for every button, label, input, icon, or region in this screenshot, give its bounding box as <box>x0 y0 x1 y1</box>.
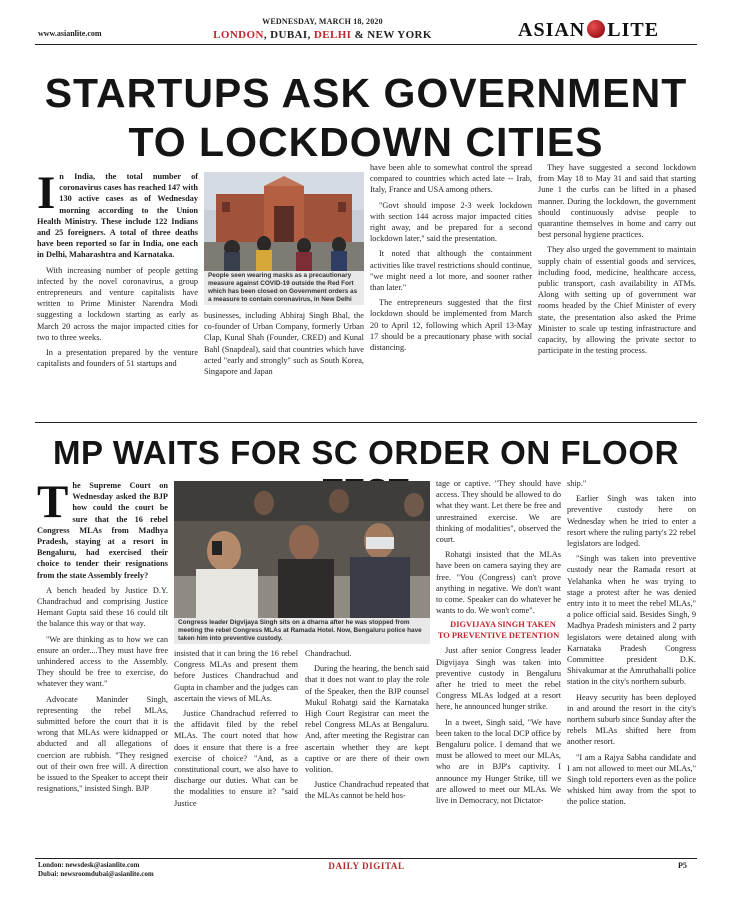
dubai-email[interactable]: Dubai: newsroomdubai@asianlite.com <box>38 870 154 878</box>
lead-text: n India, the total number of coronavirus cases has reached 147 with 130 active cases as of Wednesday morning according to the Union Health Ministry. These include 122 Indians and 25 foreigners. A total of three deaths have been reported so far in India, one each in Delhi, Maharashtra and Karnataka. <box>37 172 198 260</box>
article2-column-4 <box>436 478 561 810</box>
paragraph: businesses, including Abhiraj Singh Bhal, the co-founder of Urban Company, formerly Urban Clap, Kunal Shah (Founder, CRED) and Kunal Bahl (Snapdeal), said that countries which have acted "early and strongly" such as South Korea, Singapore and Japan <box>204 311 364 377</box>
footer-rule <box>35 858 697 859</box>
lead-text: he Supreme Court on Wednesday asked the BJP how could the court be sure that the 16 rebel Congress MLAs from Madhya Pradesh, staying at a resort in Bengaluru, had exercised their choice to tender their resignations from the state Assembly freely? <box>37 481 168 580</box>
edition-city: & <box>351 29 368 41</box>
paragraph: insisted that it can bring the 16 rebel Congress MLAs and present them before Justices Chandrachud and Gupta in chamber and the judges can ascertain the views of MLAs. <box>174 649 298 703</box>
article2-photo-caption: Congress leader Digvijaya Singh sits on a dharna after he was stopped from meeting the rebel Congress MLAs at Ramada Hotel. Now, Bengaluru police have taken him into preventive custody. <box>174 618 430 644</box>
paragraph: In a presentation prepared by the venture capitalists and founders of 51 startups and <box>37 348 198 369</box>
paragraph: ship." <box>567 479 587 488</box>
paragraph: "I am a Rajya Sabha candidate and I am not allowed to meet our MLAs," Singh told reporters even as the police whisked him away from the spot to the police station. <box>567 752 696 807</box>
paragraph: The entrepreneurs suggested that the first lockdown should be implemented from March 20 to April 12, following which April 13-May 17 should be a precautionary phase with social distancing. <box>370 298 532 353</box>
article1-headline[interactable] <box>35 69 697 167</box>
red-fort-photo <box>204 172 364 271</box>
paragraph: During the hearing, the bench said that it does not want to play the role of the Speaker, then the BJP counsel Mukul Rohatgi said the Karnataka High Court Registrar can meet the rebel Congress MLAs at Bengaluru. And, after meeting the Registrar can ascertain whether they are kept captive or are there of their own volition. <box>305 664 429 775</box>
logo-word-lite: LITE <box>607 19 660 41</box>
paragraph: They also urged the government to maintain supply chain of essential goods and services, including food, medicine, healthcare access, public transport, cash availability in ATMs. Along with setting up of government war rooms headed by the Chief Minister of every state, the presentation also asked the Prime Minister to scale up testing infrastructure and capacity, by allowing the private sector to participate in the testing process. <box>538 245 696 356</box>
paragraph: Justice Chandrachud referred to the affidavit filed by the rebel MLAs. The court noted that how does it ensure that there is a free exercise of choice? "And, as a constitutional court, we also have to discharge our duties. What can be the modalities to ensure it? "said Justice <box>174 709 298 808</box>
edition-city: , <box>263 29 271 41</box>
paragraph: Rohatgi insisted that the MLAs have been on camera saying they are free. "You (Congress) can't prove anything in negative. We don't want to come. Speaker can do whatever he wants to do. We won't come". <box>436 550 561 616</box>
edition-city: DELHI <box>313 29 352 41</box>
digvijaya-singh-photo <box>174 481 430 618</box>
website-url[interactable]: www.asianlite.com <box>38 29 102 38</box>
headline-line-1: STARTUPS ASK GOVERNMENT <box>44 70 688 116</box>
paragraph: Heavy security has been deployed in and around the resort in the city's northern suburb since Sunday after the rebels MLAs shifted here from another resort. <box>567 692 696 747</box>
paragraph: A bench headed by Justice D.Y. Chandrachud and comprising Justice Hemant Gupta said these 16 could tilt the balance this way or that way. <box>37 585 168 629</box>
paragraph: Justice Chandrachud repeated that the MLAs cannot be held hos- <box>305 780 429 801</box>
paragraph: With increasing number of people getting infected by the novel coronavirus, a group entrepreneurs and venture capitalists have written to Prime Minister Narendra Modi suggesting a lockdown starting as early as March 20 across the major impacted cities for two to three weeks. <box>37 265 198 342</box>
article1-column-1 <box>37 167 198 373</box>
headline-line-2: TO LOCKDOWN CITIES <box>128 119 604 165</box>
page-number: P5 <box>678 861 687 870</box>
article1-column-3 <box>370 162 532 357</box>
masthead-rule <box>35 44 697 45</box>
article1-photo-caption: People seen wearing masks as a precautionary measure against COVID-19 outside the Red Fort which has been closed on Government orders as a measure to contain coronavirus, in New Delhi <box>204 271 364 305</box>
paragraph: "We are thinking as to how we can ensure an order....They must have free unhindered access to the Assembly. They should be free to exercise, do whatever they want." <box>37 634 168 689</box>
paragraph: They have suggested a second lockdown from May 18 to May 31 and said that starting June 1 the curbs can be lifted in a phased manner. During the lockdown, the government should continuously advise people to quarantine themselves in home and carry out best personal hygiene practices. <box>538 163 696 240</box>
article2-lead <box>37 476 168 581</box>
logo-word-asian: ASIAN <box>518 19 586 41</box>
paragraph: "Singh was taken into preventive custody near the Ramada resort at Yelahanka when he was trying to stage a protest after he was denied entry into it to meet the rebel MLAs," a police official said. Besides Singh, 9 Madhya Pradesh ministers and 2 party legislators were detained along with Karnataka Pradesh Congress Committee president D.K. Shivakumar at the Amruthahalli police station in the city's northern suburb. <box>567 554 696 687</box>
article1-column-4 <box>538 162 696 360</box>
paragraph: Earlier Singh was taken into preventive custody here on Wednesday when he tried to enter a resort where the ruling party's 22 rebel legislators are lodged. <box>567 494 696 549</box>
globe-icon <box>587 20 605 38</box>
article2-subhead: DIGVIJAYA SINGH TAKEN TO PREVENTIVE DETENTION <box>437 620 560 640</box>
paragraph: tage or captive. "They should have access. They should be allowed to do what they want. Let there be free and unrestrained exercise. We are thinking of modalities", observed the court. <box>436 479 561 545</box>
paragraph: In a tweet, Singh said, "We have been taken to the local DCP office by Bengaluru police. I demand that we must be allowed to meet our MLAs, who are in BJP's captivity. I announce my Hunger Strike, till we are allowed to meet our MLAs. We live in Democracy, not Dictator- <box>436 717 561 806</box>
paragraph: Advocate Maninder Singh, representing the rebel MLAs, submitted before the court that it is wrong that MLAs were kidnapped or abducted and all allegations of coercion are rubbish. "They resigned out of their own free will. A direction be issued to the Speaker to accept their resignations," insisted Singh. BJP <box>37 694 168 794</box>
paragraph: have been able to somewhat control the spread compared to countries which acted late -- Irab, Italy, France and USA among others. <box>370 163 532 195</box>
red-fort-illustration <box>204 172 364 271</box>
paragraph: It noted that although the containment activities like travel restrictions should continue, "we might need a lot more, and sooner rather than later." <box>370 249 532 293</box>
drop-cap: T <box>37 476 69 528</box>
article2-column-1 <box>37 476 168 798</box>
asian-lite-logo <box>518 19 659 42</box>
dharna-illustration <box>174 481 430 618</box>
edition-city: , <box>307 29 314 41</box>
article2-column-3 <box>305 648 429 806</box>
section-name: DAILY DIGITAL <box>328 861 405 871</box>
article2-headline[interactable]: MP WAITS FOR SC ORDER ON FLOOR <box>52 434 680 471</box>
edition-cities <box>200 29 445 41</box>
drop-cap: I <box>37 167 56 219</box>
edition-city: DUBAI <box>270 29 308 41</box>
article1-column-2 <box>204 310 364 381</box>
paragraph: Chandrachud. <box>305 649 352 658</box>
footer-contacts <box>38 861 154 879</box>
paragraph: "Govt should impose 2-3 week lockdown with section 144 across major impacted cities right away, and be prepared for a second lockdown later," said the presentation. <box>370 200 532 244</box>
article1-lead <box>37 167 198 261</box>
london-email[interactable]: London: newsdesk@asianlite.com <box>38 861 140 869</box>
article2-column-2 <box>174 648 298 813</box>
paragraph: Just after senior Congress leader Digvijaya Singh was taken into preventive custody in Bengaluru after he tried to meet the rebel Congress MLAs lodged at a resort here, he announced hunger strike. <box>436 646 561 712</box>
issue-date: WEDNESDAY, MARCH 18, 2020 <box>262 17 383 26</box>
section-rule <box>35 422 697 423</box>
edition-city: LONDON <box>213 29 264 41</box>
article2-column-5 <box>567 478 696 812</box>
edition-city: NEW YORK <box>367 29 432 41</box>
